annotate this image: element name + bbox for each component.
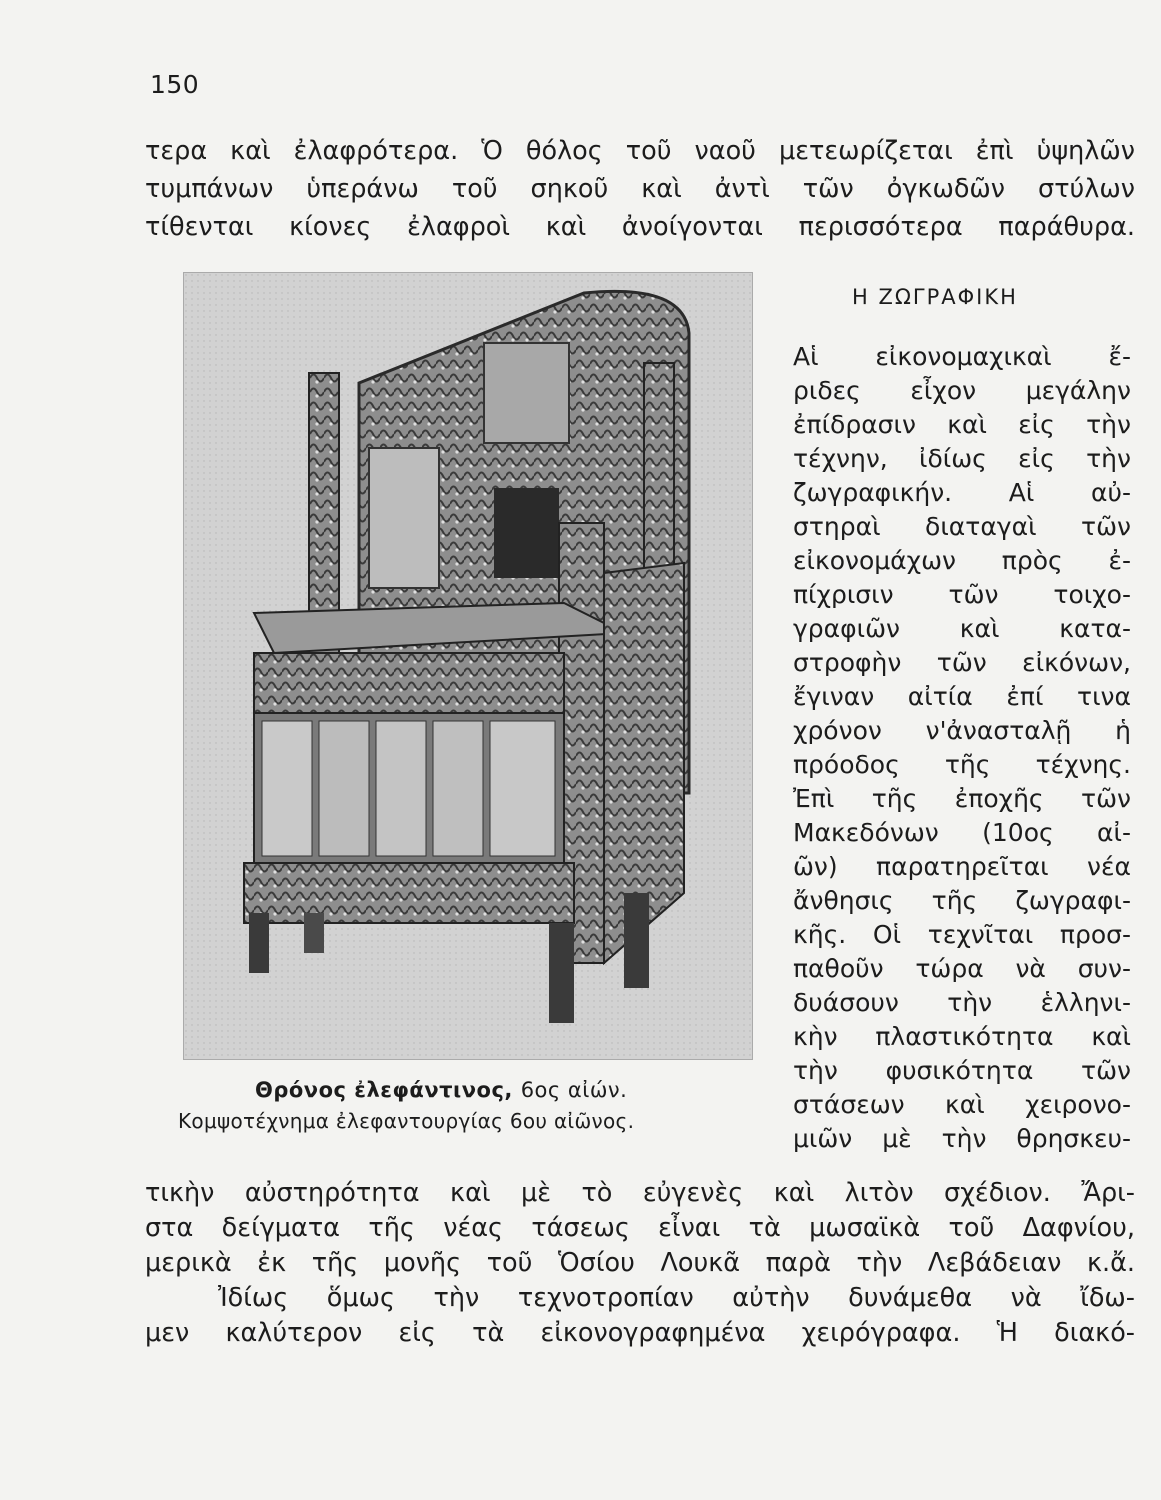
ivory-throne-image [184, 273, 752, 1059]
column-line: κὴν πλαστικότητα καὶ [793, 1022, 1131, 1051]
column-line: ἐπίδρασιν καὶ εἰς τὴν [793, 410, 1131, 439]
column-line: τὴν φυσικότητα τῶν [793, 1056, 1131, 1085]
column-line: τέχνην, ἰδίως εἰς τὴν [793, 444, 1131, 473]
column-line: εἰκονομάχων πρὸς ἐ- [793, 546, 1131, 575]
closing-line-2: στα δείγματα τῆς νέας τάσεως εἶναι τὰ μωσαϊκὰ τοῦ Δαφνίου, [145, 1213, 1135, 1243]
closing-line-3: μερικὰ ἐκ τῆς μονῆς τοῦ Ὁσίου Λουκᾶ παρὰ τὴν Λεβάδειαν κ.ἄ. [145, 1248, 1135, 1278]
column-line: στάσεων καὶ χειρονο- [793, 1090, 1131, 1119]
closing-line-1: τικὴν αὐστηρότητα καὶ μὲ τὸ εὐγενὲς καὶ λιτὸν σχέδιον. Ἄρι- [145, 1178, 1135, 1208]
caption-date: 6ος αἰών. [520, 1078, 628, 1102]
intro-line-1: τερα καὶ ἐλαφρότερα. Ὁ θόλος τοῦ ναοῦ μετεωρίζεται ἐπὶ ὑψηλῶν [145, 136, 1135, 166]
intro-line-2: τυμπάνων ὑπεράνω τοῦ σηκοῦ καὶ ἀντὶ τῶν ὀγκωδῶν στύλων [145, 174, 1135, 204]
column-line: πίχρισιν τῶν τοιχο- [793, 580, 1131, 609]
column-line: δυάσουν τὴν ἑλληνι- [793, 988, 1131, 1017]
figure-caption-description: Κομψοτέχνημα ἐλεφαντουργίας 6ου αἰῶνος. [178, 1109, 635, 1133]
column-line: ζωγραφικήν. Αἱ αὐ- [793, 478, 1131, 507]
figure-caption-title [255, 1078, 627, 1102]
column-line: χρόνον ν'ἀνασταλῇ ἡ [793, 716, 1131, 745]
section-heading: Η ΖΩΓΡΑΦΙΚΗ [852, 285, 1018, 309]
caption-bold: Θρόνος ἐλεφάντινος, [255, 1078, 513, 1102]
column-line: Ἐπὶ τῆς ἐποχῆς τῶν [793, 784, 1131, 813]
page-number: 150 [150, 70, 200, 99]
column-line: κῆς. Οἱ τεχνῖται προσ- [793, 920, 1131, 949]
column-line: Αἱ εἰκονομαχικαὶ ἔ- [793, 342, 1131, 371]
column-line: Μακεδόνων (10ος αἰ- [793, 818, 1131, 847]
column-line: γραφιῶν καὶ κατα- [793, 614, 1131, 643]
column-line: ἔγιναν αἰτία ἐπί τινα [793, 682, 1131, 711]
column-line: ἄνθησις τῆς ζωγραφι- [793, 886, 1131, 915]
closing-line-5: μεν καλύτερον εἰς τὰ εἰκονογραφημένα χειρόγραφα. Ἡ διακό- [145, 1318, 1135, 1348]
column-line: ῶν) παρατηρεῖται νέα [793, 852, 1131, 881]
column-line: στηραὶ διαταγαὶ τῶν [793, 512, 1131, 541]
throne-photograph [183, 272, 753, 1060]
intro-line-3: τίθενται κίονες ἐλαφροὶ καὶ ἀνοίγονται περισσότερα παράθυρα. [145, 212, 1135, 242]
column-line: στροφὴν τῶν εἰκόνων, [793, 648, 1131, 677]
column-line: ριδες εἶχον μεγάλην [793, 376, 1131, 405]
closing-line-4: Ἰδίως ὅμως τὴν τεχνοτροπίαν αὐτὴν δυνάμεθα νὰ ἴδω- [218, 1283, 1135, 1313]
column-line: πρόοδος τῆς τέχνης. [793, 750, 1131, 779]
column-line: μιῶν μὲ τὴν θρησκευ- [793, 1124, 1131, 1153]
column-line: παθοῦν τώρα νὰ συν- [793, 954, 1131, 983]
